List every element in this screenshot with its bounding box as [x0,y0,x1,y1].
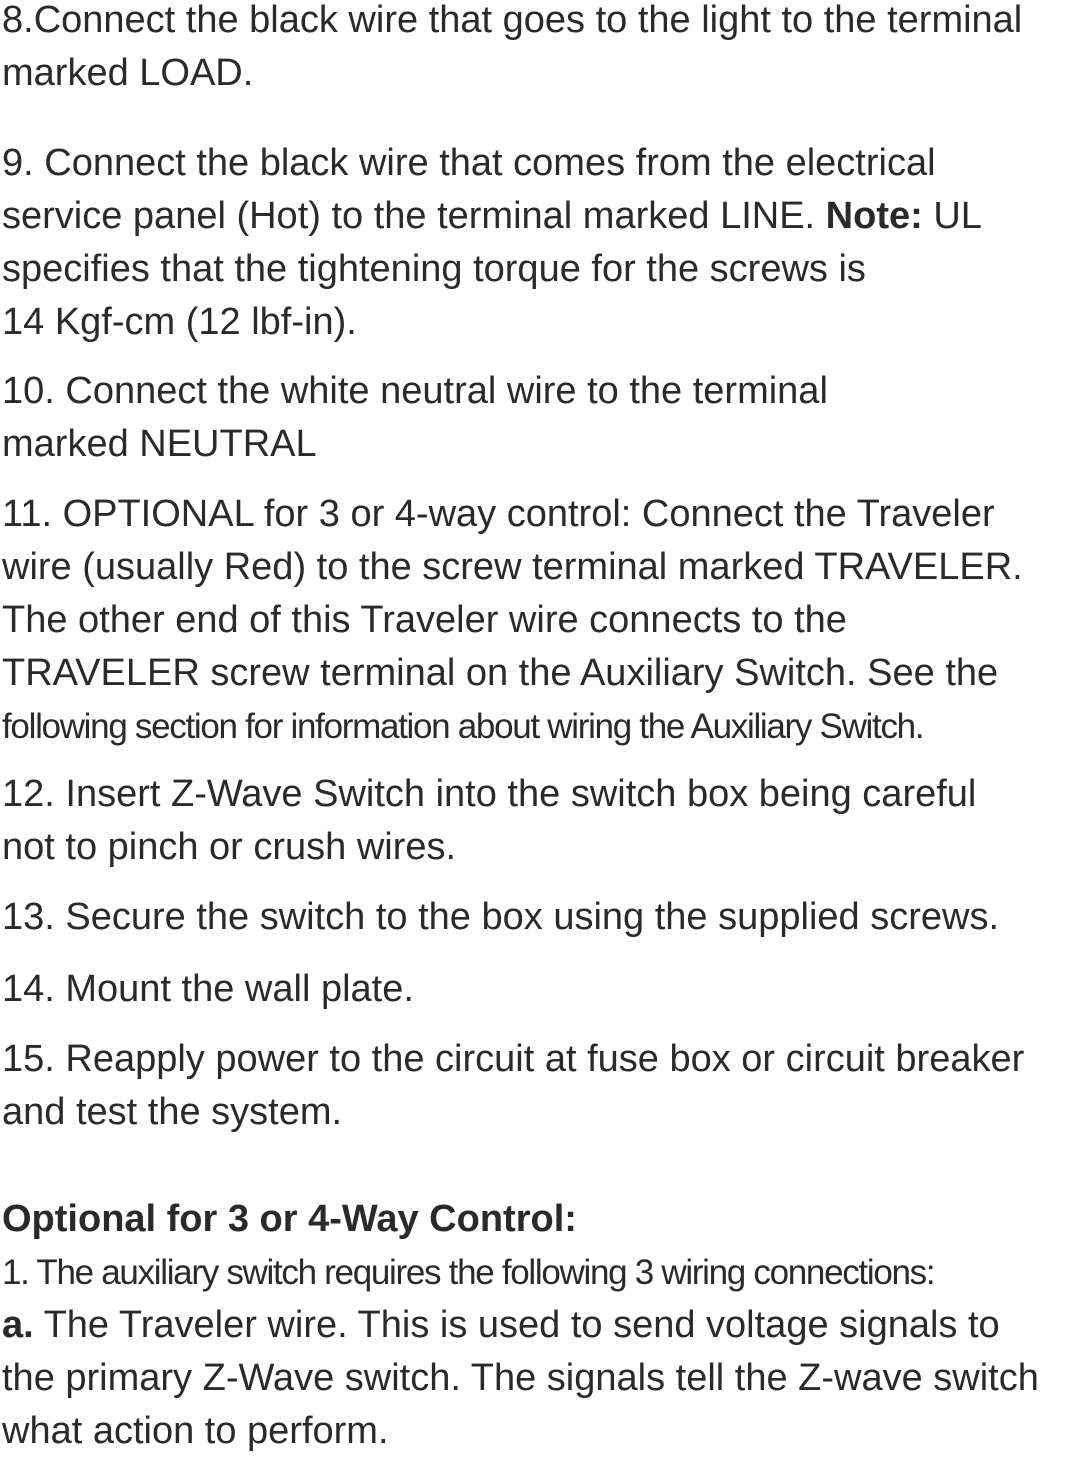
optional-section [2,1193,1039,1458]
step-8-line-1: 8.Connect the black wire that goes to the light to the terminal [2,0,1023,41]
step-11 [2,488,1023,753]
step-11-line-5: following section for information about wiring the Auxiliary Switch. [2,707,924,746]
step-12-line-2: not to pinch or crush wires. [2,826,457,868]
step-14-line-1: 14. Mount the wall plate. [2,968,414,1010]
step-10 [2,365,828,471]
step-9-ul: UL [922,195,982,237]
step-8-line-2: marked LOAD. [2,52,254,94]
optional-item-a-line-2: the primary Z-Wave switch. The signals tell the Z-wave switch [2,1357,1039,1399]
step-11-line-2: wire (usually Red) to the screw terminal marked TRAVELER. [2,546,1023,588]
step-12 [2,768,976,874]
step-9-line-4: 14 Kgf-cm (12 lbf-in). [2,301,357,343]
step-13 [2,891,999,944]
step-9 [2,137,982,349]
optional-item-a-line-1 [2,1299,1039,1352]
step-9-line-2 [2,190,982,243]
step-12-line-1: 12. Insert Z-Wave Switch into the switch box being careful [2,773,977,815]
optional-item-1: 1. The auxiliary switch requires the following 3 wiring connections: [2,1253,935,1292]
step-10-line-1: 10. Connect the white neutral wire to the terminal [2,370,828,412]
step-10-line-2: marked NEUTRAL [2,423,317,465]
step-11-line-1: 11. OPTIONAL for 3 or 4-way control: Connect the Traveler [2,493,995,535]
step-13-line-1: 13. Secure the switch to the box using the supplied screws. [2,896,999,938]
optional-item-a-line-3: what action to perform. [2,1410,389,1452]
optional-heading: Optional for 3 or 4-Way Control: [2,1198,577,1240]
item-a-label: a. [2,1304,34,1346]
step-15-line-1: 15. Reapply power to the circuit at fuse box or circuit breaker [2,1038,1025,1080]
step-9-line-3: specifies that the tightening torque for the screws is [2,248,866,290]
item-a-text: The Traveler wire. This is used to send voltage signals to [33,1304,1000,1346]
step-9-text: service panel (Hot) to the terminal marked LINE. [2,195,826,237]
step-11-line-3: The other end of this Traveler wire connects to the [2,599,847,641]
step-11-line-4: TRAVELER screw terminal on the Auxiliary Switch. See the [2,652,999,694]
note-label: Note: [825,195,923,237]
step-9-line-1: 9. Connect the black wire that comes from the electrical [2,142,936,184]
step-15 [2,1033,1024,1139]
step-15-line-2: and test the system. [2,1091,343,1133]
step-14 [2,963,414,1016]
step-8 [2,0,1022,100]
